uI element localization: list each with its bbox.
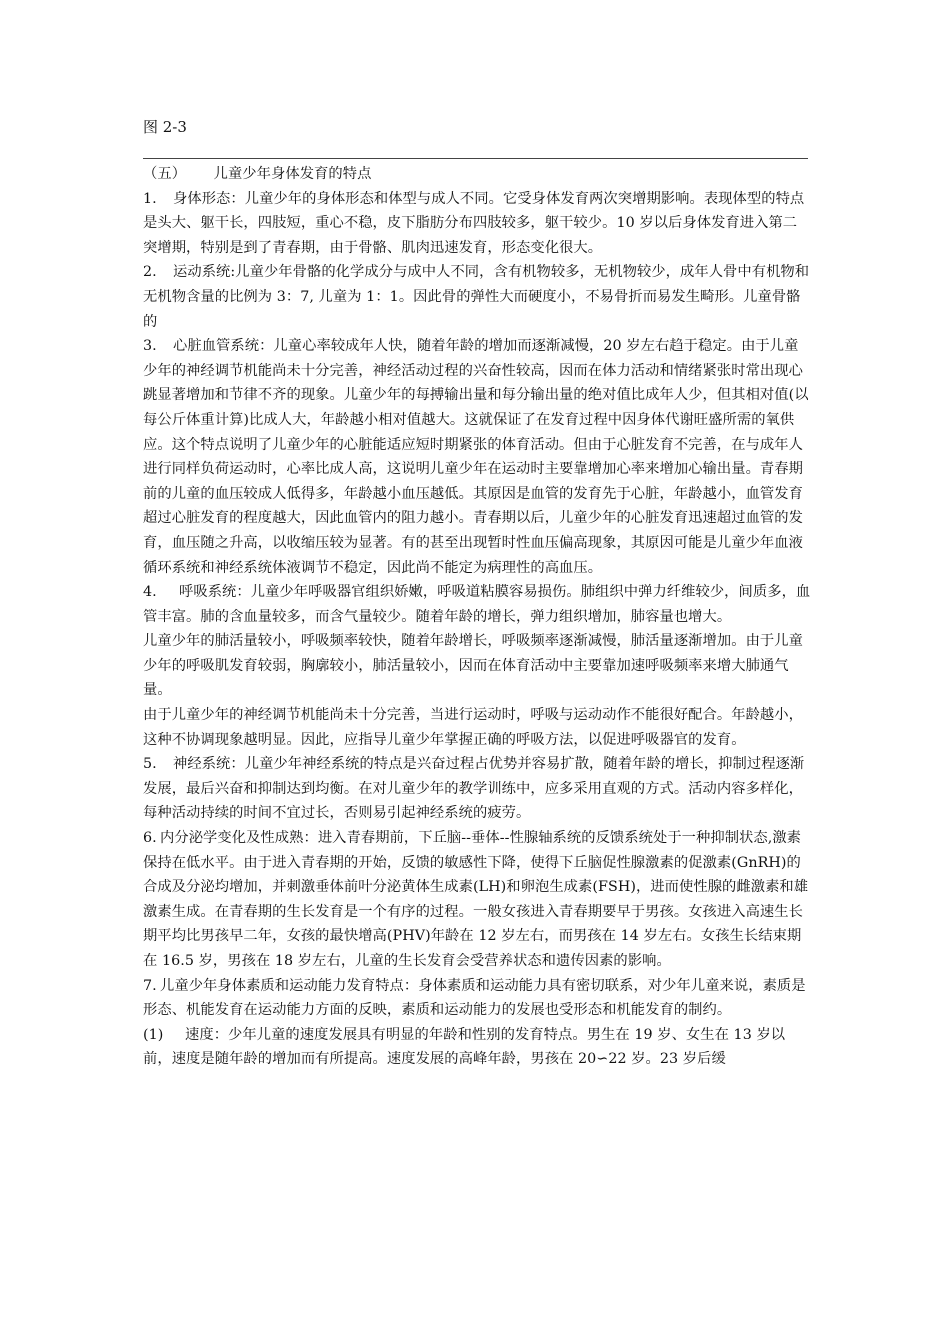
paragraph-speed xyxy=(143,1023,811,1072)
paragraph-cardiovascular xyxy=(143,334,811,580)
paragraph-text: 内分泌学变化及性成熟：进入青春期前，下丘脑--垂体--性腺轴系统的反馈系统处于一种抑制状态,激素保持在低水平。由于进入青春期的开始，反馈的敏感性下降，使得下丘脑促性腺激素的促激素(GnRH)的合成及分泌均增加，并刺激垂体前叶分泌黄体生成素(LH)和卵泡生成素(FSH)，进而使性腺的雌激素和雄激素生成。在青春期的生长发育是一个有序的过程。一般女孩进入青春期要早于男孩。女孩进入高速生长期平均比男孩早二年，女孩的最快增高(PHV)年龄在 12 岁左右，而男孩在 14 岁左右。女孩生长结束期在 16.5 岁，男孩在 18 岁左右，儿童的生长发育会受营养状态和遗传因素的影响。 xyxy=(143,830,809,969)
paragraph-number: 3. xyxy=(143,338,157,355)
paragraph-number: 4. xyxy=(143,584,157,601)
paragraph-number: 7. xyxy=(143,977,157,994)
paragraph-text: 呼吸系统：儿童少年呼吸器官组织娇嫩，呼吸道粘膜容易损伤。肺组织中弹力纤维较少，间质多，血管丰富。肺的含血量较多，而含气量较少。随着年龄的增长，弹力组织增加，肺容量也增大。 xyxy=(143,584,811,625)
paragraph-text: 运动系统:儿童少年骨骼的化学成分与成中人不同，含有机物较多，无机物较少，成年人骨中有机物和无机物含量的比例为 3：7, 儿童为 1：1。因此骨的弹性大而硬度小，不易骨折而易发生畸形。儿童骨骼的 xyxy=(143,264,810,330)
paragraph-text: 儿童少年的肺活量较小，呼吸频率较快，随着年龄增长，呼吸频率逐渐减慢，肺活量逐渐增加。由于儿童少年的呼吸肌发育较弱，胸廓较小，肺活量较小，因而在体育活动中主要靠加速呼吸频率来增大肺通气量。 xyxy=(143,633,803,699)
paragraph-body-shape xyxy=(143,187,811,261)
paragraph-text: 儿童少年身体素质和运动能力发育特点：身体素质和运动能力具有密切联系，对少年儿童来说，素质是形态、机能发育在运动能力方面的反映，素质和运动能力的发展也受形态和机能发育的制约。 xyxy=(143,977,806,1019)
horizontal-rule xyxy=(143,158,808,159)
paragraph-physical-fitness xyxy=(143,974,811,1023)
paragraph-respiratory xyxy=(143,580,811,629)
paragraph-text: 心脏血管系统：儿童心率较成年人快，随着年龄的增加而逐渐减慢，20 岁左右趋于稳定。由于儿童少年的神经调节机能尚未十分完善，神经活动过程的兴奋性较高，因而在体力活动和情绪紧张时常出现心跳显著增加和节律不齐的现象。儿童少年的每搏输出量和每分输出量的绝对值比成年人少，但其相对值(以每公斤体重计算)比成人大，年龄越小相对值越大。这就保证了在发育过程中因身体代谢旺盛所需的氧供应。这个特点说明了儿童少年的心脏能适应短时期紧张的体育活动。但由于心脏发育不完善，在与成年人进行同样负荷运动时，心率比成人高，这说明儿童少年在运动时主要靠增加心率来增加心输出量。青春期前的儿童的血压较成人低得多，年龄越小血压越低。其原因是血管的发育先于心脏，年龄越小，血管发育超过心脏发育的程度越大，因此血管内的阻力越小。青春期以后，儿童少年的心脏发育迅速超过血管的发育，血压随之升高，以收缩压较为显著。有的甚至出现暂时性血压偏高现象，其原因可能是儿童少年血液循环系统和神经系统体液调节不稳定，因此尚不能定为病理性的高血压。 xyxy=(143,338,809,576)
paragraph-number: 6. xyxy=(143,830,157,847)
paragraph-motor-system xyxy=(143,260,811,334)
paragraph-number: (1) xyxy=(143,1026,164,1043)
paragraph-number: 1. xyxy=(143,190,157,207)
figure-caption: 图 2-3 xyxy=(143,118,187,136)
paragraph-text: 速度：少年儿童的速度发展具有明显的年龄和性别的发育特点。男生在 19 岁、女生在 13 岁以前，速度是随年龄的增加而有所提高。速度发展的高峰年龄，男孩在 20∽22 岁。23 岁后缓 xyxy=(143,1026,786,1068)
paragraph-text: 身体形态：儿童少年的身体形态和体型与成人不同。它受身体发育两次突增期影响。表现体型的特点是头大、躯干长，四肢短，重心不稳，皮下脂肪分布四肢较多，躯干较少。10 岁以后身体发育进入第二突增期，特别是到了青春期，由于骨骼、肌肉迅速发育，形态变化很大。 xyxy=(143,190,805,256)
paragraph-endocrine xyxy=(143,826,811,974)
paragraph-lung-capacity xyxy=(143,629,811,703)
paragraph-nervous-system xyxy=(143,752,811,826)
paragraph-text: 神经系统：儿童少年神经系统的特点是兴奋过程占优势并容易扩散，随着年龄的增长，抑制过程逐渐发展，最后兴奋和抑制达到均衡。在对儿童少年的教学训练中，应多采用直观的方式。活动内容多样化，每种活动持续的时间不宜过长，否则易引起神经系统的疲劳。 xyxy=(143,756,805,822)
document-body xyxy=(143,162,811,1072)
paragraph-text: 由于儿童少年的神经调节机能尚未十分完善，当进行运动时，呼吸与运动动作不能很好配合。年龄越小，这种不协调现象越明显。因此，应指导儿童少年掌握正确的呼吸方法，以促进呼吸器官的发育。 xyxy=(143,707,803,748)
paragraph-breathing-coordination xyxy=(143,703,811,752)
section-heading: （五） 儿童少年身体发育的特点 xyxy=(143,166,372,182)
paragraph-number: 5. xyxy=(143,756,157,773)
paragraph-number: 2. xyxy=(143,264,157,281)
